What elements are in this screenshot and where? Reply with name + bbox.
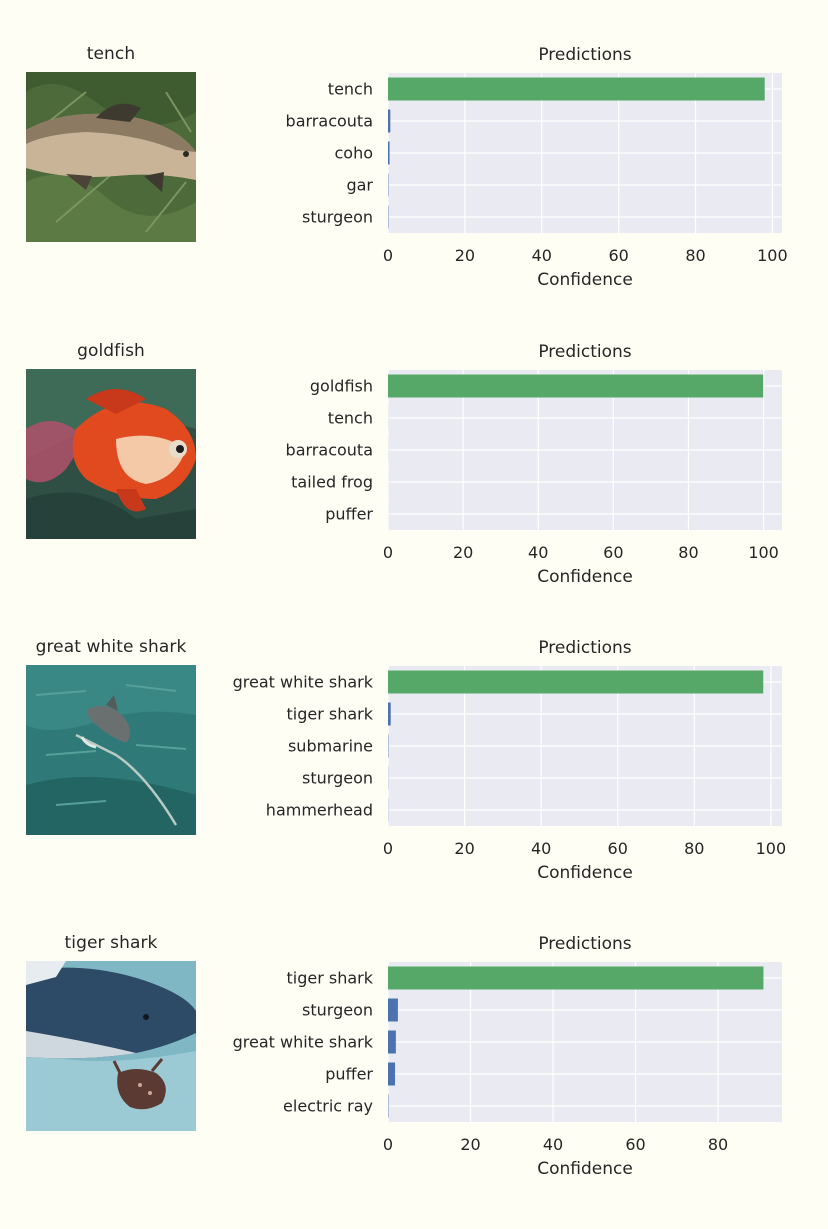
category-label: hammerhead [266,801,373,820]
x-axis-label: Confidence [537,270,633,290]
category-label: goldfish [310,377,373,396]
chart-title: Predictions [538,638,631,658]
category-label: sturgeon [302,769,373,788]
tick-label: 40 [543,1135,563,1154]
tick-label: 40 [531,839,551,858]
category-label: puffer [325,505,373,524]
bar [388,375,763,398]
tick-label: 100 [757,246,788,265]
prediction-row [0,933,828,1229]
category-label: tiger shark [286,705,373,724]
bar [388,1031,396,1054]
bar [388,1063,395,1086]
category-label: barracouta [286,112,373,131]
category-label: great white shark [233,1033,374,1052]
category-label: gar [346,176,373,195]
prediction-row [0,44,828,340]
category-label: tailed frog [291,473,373,492]
tick-label: 40 [528,543,548,562]
bar [388,78,765,101]
category-label: tiger shark [286,969,373,988]
tick-label: 0 [383,1135,393,1154]
tick-label: 60 [608,246,628,265]
tick-label: 0 [383,543,393,562]
bar [388,671,763,694]
category-label: puffer [325,1065,373,1084]
prediction-row [0,637,828,933]
tick-label: 60 [603,543,623,562]
prediction-row [0,341,828,637]
image-label: great white shark [20,637,202,657]
tick-label: 80 [678,543,698,562]
category-label: tench [328,409,373,428]
image-label: goldfish [26,341,196,361]
category-label: tench [328,80,373,99]
tick-label: 0 [383,839,393,858]
chart-title: Predictions [538,45,631,65]
bar [388,142,390,165]
chart-title: Predictions [538,342,631,362]
chart-title: Predictions [538,934,631,954]
tick-label: 20 [455,246,475,265]
predictions-chart [0,637,828,897]
image-label: tench [26,44,196,64]
category-label: great white shark [233,673,374,692]
category-label: submarine [288,737,373,756]
category-label: sturgeon [302,208,373,227]
tick-label: 60 [608,839,628,858]
bar [388,110,390,133]
predictions-chart [0,933,828,1193]
category-label: coho [334,144,373,163]
bar [388,703,391,726]
predictions-chart [0,44,828,304]
tick-label: 80 [685,246,705,265]
tick-label: 80 [684,839,704,858]
tick-label: 80 [708,1135,728,1154]
tick-label: 60 [625,1135,645,1154]
tick-label: 20 [454,839,474,858]
x-axis-label: Confidence [537,863,633,883]
bar [388,967,763,990]
tick-label: 20 [453,543,473,562]
tick-label: 0 [383,246,393,265]
x-axis-label: Confidence [537,1159,633,1179]
category-label: barracouta [286,441,373,460]
tick-label: 40 [532,246,552,265]
tick-label: 20 [460,1135,480,1154]
tick-label: 100 [756,839,787,858]
x-axis-label: Confidence [537,567,633,587]
predictions-chart [0,341,828,601]
image-label: tiger shark [26,933,196,953]
tick-label: 100 [748,543,779,562]
bar [388,999,398,1022]
category-label: electric ray [283,1097,373,1116]
category-label: sturgeon [302,1001,373,1020]
